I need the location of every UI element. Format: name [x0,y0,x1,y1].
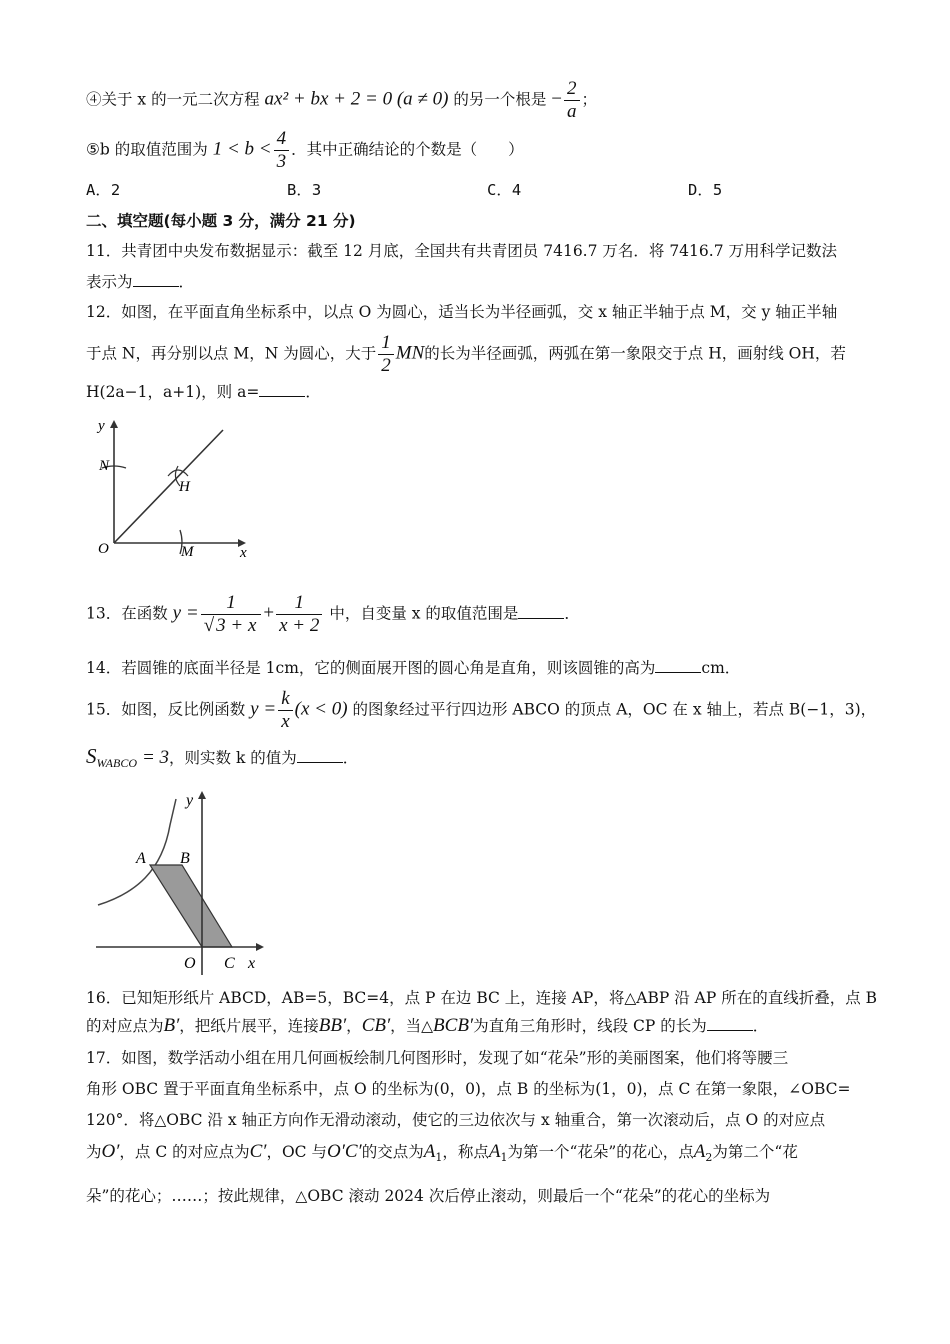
y-arrow-icon [110,420,118,428]
q12-line2: 于点 N，再分别以点 M，N 为圆心，大于 $\frac{1}{2}$ MN的长为半径画弧，两弧在第一象限交于点 H，画射线 OH，若 [86,332,846,376]
q17-line1: 17．如图，数学活动小组在用几何画板绘制几何图形时，发现了如“花朵”形的美丽图案，他们将等腰三 [86,1049,789,1067]
q11-line1: 11．共青团中央发布数据显示：截至 12 月底，全国共有共青团员 7416.7 万名．将 7416.7 万用科学记数法 [86,242,837,260]
parallelogram-abco [150,865,232,947]
answer-blank [655,658,701,673]
label-y: y [98,418,105,434]
label-a: A [136,850,146,867]
section-title: 二、填空题(每小题 3 分，满分 21 分) [86,212,356,230]
label-m: M [181,544,194,560]
answer-blank [707,1016,753,1031]
q17-line5: 朵”的花心；……；按此规律，△OBC 滚动 2024 次后停止滚动，则最后一个“花朵”的花心的坐标为 [86,1187,771,1205]
q10-item4-equation: ax² + bx + 2 = 0 (a ≠ 0) [264,88,449,110]
q10-item5-inequality: 1 < b < [212,138,272,160]
q10-item4-fraction: $\frac{2}{a}$ [564,78,580,123]
answer-blank [133,272,179,287]
q17-line2: 角形 OBC 置于平面直角坐标系中，点 O 的坐标为(0，0)，点 B 的坐标为(1，0)，点 C 在第一象限，∠OBC= [86,1080,851,1098]
label-x: x [248,955,256,972]
answer-blank [518,604,564,619]
q12-line1: 12．如图，在平面直角坐标系中，以点 O 为圆心，适当长为半径画弧，交 x 轴正半轴于点 M，交 y 轴正半轴 [86,303,838,321]
label-o: O [98,541,109,557]
option-b: B．3 [287,181,322,199]
x-arrow-icon [256,943,264,951]
q12-line3: H(2a−1，a+1)，则 a= ． [86,383,321,401]
q17-line4: 为O′，点 C 的对应点为C′，OC 与O′C′的交点为$A_1$，称点$A_1$为第一个“花朵”的花心，点$A_2$为第二个“花 [86,1141,798,1165]
option-d: D．5 [688,181,723,199]
q16-line2: 的对应点为B′，把纸片展平，连接BB′，CB′，当△BCB′为直角三角形时，线段 CP 的长为 ． [86,1015,769,1036]
q15-line2: $S_{WABCO} = 3$，则实数 k 的值为 ． [86,744,359,771]
q15-fraction: $\frac{k}{x}$ [278,688,292,733]
q17-line3: 120°．将△OBC 沿 x 轴正方向作无滑动滚动，使它的三边依次与 x 轴重合，第一次滚动后，点 O 的对应点 [86,1111,826,1129]
answer-blank [297,748,343,763]
q10-item5: ⑤b 的取值范围为 1 < b < $\frac{4}{3}$ ．其中正确结论的个数是（ ） [86,128,524,172]
q13-fraction-1: $\frac{1}{√ 3 + x}$ [201,592,262,637]
q12-figure [88,410,258,565]
answer-blank [259,382,305,397]
ray-oh [114,430,223,543]
label-x: x [240,545,247,561]
q15-line1: 15．如图，反比例函数 y = $\frac{k}{x}$ (x < 0) 的图象经过平行四边形 ABCO 的顶点 A，OC 在 x 轴上，若点 B(−1，3)， [86,688,877,732]
q11-line2: 表示为 ． [86,273,195,291]
label-y: y [186,792,194,809]
option-c: C．4 [487,181,522,199]
label-o: O [184,955,196,972]
label-n: N [99,458,110,474]
label-c: C [224,955,235,972]
q15-figure [86,785,276,980]
arc-h1 [168,470,188,476]
option-a: A．2 [86,181,121,199]
label-h: H [179,479,190,495]
q10-item4: ④关于 x 的一元二次方程 ax² + bx + 2 = 0 (a ≠ 0) 的另一个根是 − $\frac{2}{a}$ ； [86,78,598,122]
q16-line1: 16．已知矩形纸片 ABCD，AB=5，BC=4，点 P 在边 BC 上，连接 AP，将△ABP 沿 AP 所在的直线折叠，点 B [86,989,878,1007]
q14-line: 14．若圆锥的底面半径是 1cm，它的侧面展开图的圆心角是直角，则该圆锥的高为 cm． [86,659,741,677]
q10-item5-fraction: $\frac{4}{3}$ [274,128,290,173]
q12-fraction: $\frac{1}{2}$ [378,332,394,377]
q13-fraction-2: $\frac{1}{x + 2}$ [276,592,322,637]
q13-line: 13．在函数 y = $\frac{1}{√ 3 + x}$ + $\frac{1}{x + 2}$ 中，自变量 x 的取值范围是 ． [86,592,580,636]
y-arrow-icon [198,791,206,799]
label-b: B [180,850,190,867]
